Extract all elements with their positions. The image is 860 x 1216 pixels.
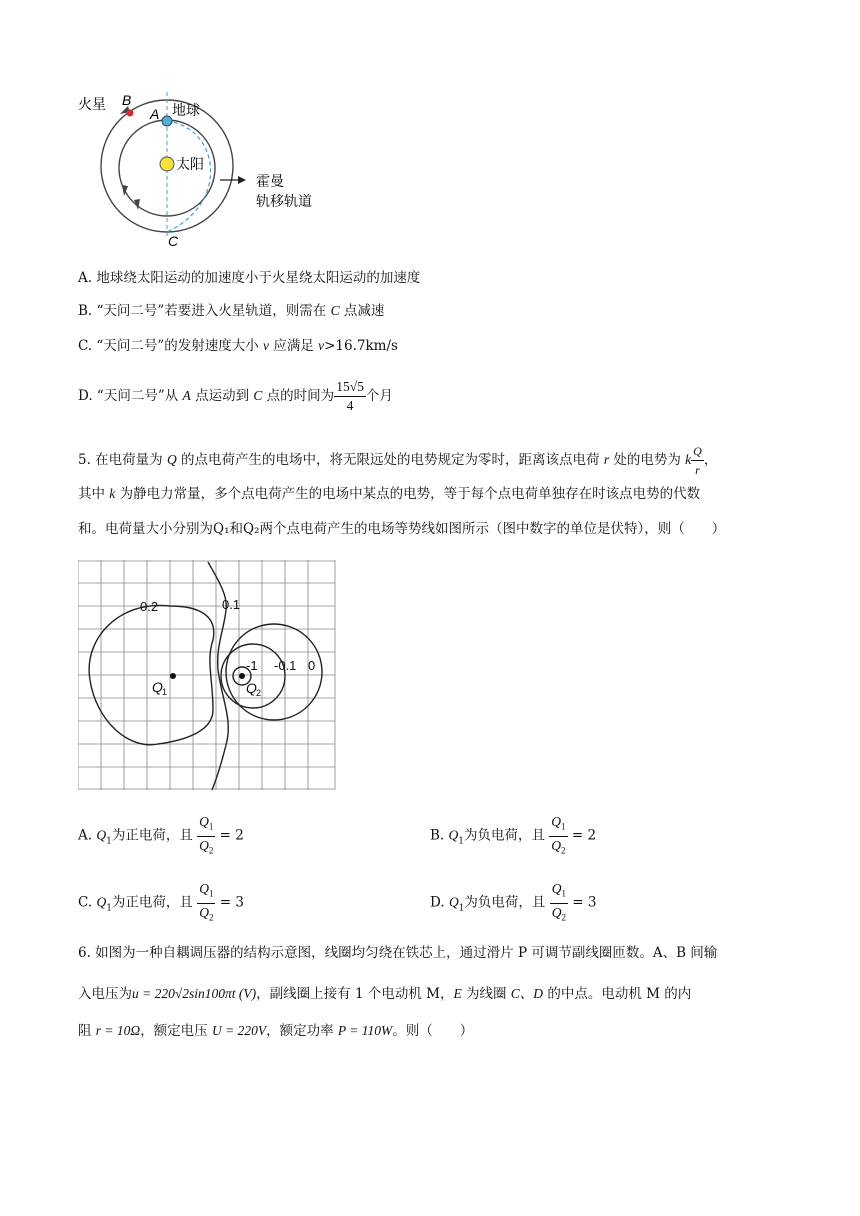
q2-charge <box>239 673 245 679</box>
label-C: C <box>168 233 179 249</box>
label-0.1: 0.1 <box>222 597 241 612</box>
q4-option-b: B. “天问二号”若要进入火星轨道，则需在 C 点减速 <box>78 303 385 319</box>
label-hohmann-1: 霍曼 <box>256 173 284 189</box>
label-earth: 地球 <box>172 102 200 118</box>
svg-text:1: 1 <box>162 687 168 697</box>
q5-option-c: C. $Q_1$为正电荷，且 $\frac{Q_1}{Q_2}$ = 3 <box>78 881 244 923</box>
orbit-figure <box>70 88 350 253</box>
label-q2: Q <box>246 680 257 696</box>
mars-icon <box>127 110 134 117</box>
label-0.2: 0.2 <box>140 599 159 614</box>
sun-icon <box>160 157 174 171</box>
q5-line-3: 和。电荷量大小分别为Q₁和Q₂两个点电荷产生的电场等势线如图所示（图中数字的单位是伏特），则（ ） <box>78 521 726 537</box>
q1-charge <box>170 673 176 679</box>
label-minus-0.1: -0.1 <box>274 658 297 673</box>
label-hohmann-2: 轨移轨道 <box>256 193 312 209</box>
label-minus-1: -1 <box>246 658 258 673</box>
q6-line-2: 入电压为u = 220√2sin100πt (V)，副线圈上接有 1 个电动机 M，E 为线圈 C、D 的中点。电动机 M 的内 <box>78 986 692 1002</box>
svg-text:2: 2 <box>256 688 262 698</box>
label-q1: Q <box>152 679 163 695</box>
label-0: 0 <box>308 658 316 673</box>
q5-option-b: B. $Q_1$为负电荷，且 $\frac{Q_1}{Q_2}$ = 2 <box>430 814 597 856</box>
q6-line-1: 6. 如图为一种自耦调压器的结构示意图，线圈均匀绕在铁芯上，通过滑片 P 可调节副线圈匝数。A、B 间输 <box>78 945 718 961</box>
q5-option-a: A. $Q_1$为正电荷，且 $\frac{Q_1}{Q_2}$ = 2 <box>78 814 244 856</box>
q5-option-d: D. $Q_1$为负电荷，且 $\frac{Q_1}{Q_2}$ = 3 <box>430 881 597 923</box>
label-sun: 太阳 <box>176 156 204 172</box>
q6-line-3: 阻 r = 10Ω，额定电压 U = 220V，额定功率 P = 110W。则（ ） <box>78 1023 474 1039</box>
q5-line-2: 其中 k 为静电力常量，多个点电荷产生的电场中某点的电势，等于每个点电荷单独存在时该点电势的代数 <box>78 486 701 502</box>
earth-icon <box>162 116 172 126</box>
label-A: A <box>150 106 160 122</box>
label-mars: 火星 <box>78 96 106 112</box>
label-B: B <box>122 92 132 108</box>
q5-line-1: 5. 在电荷量为 Q 的点电荷产生的电场中，将无限远处的电势规定为零时，距离该点电荷 r 处的电势为 k $\frac{Q}{r}$ ， <box>78 444 718 477</box>
q4-option-a: A. 地球绕太阳运动的加速度小于火星绕太阳运动的加速度 <box>78 270 421 286</box>
q4-option-d: D. “天问二号”从 A 点运动到 C 点的时间为 $\frac{15√5}{4}$ 个月 <box>78 379 393 413</box>
q4-option-c: C. “天问二号”的发射速度大小 v 应满足 v>16.7km/s <box>78 338 398 354</box>
equipotential-figure <box>78 560 338 792</box>
